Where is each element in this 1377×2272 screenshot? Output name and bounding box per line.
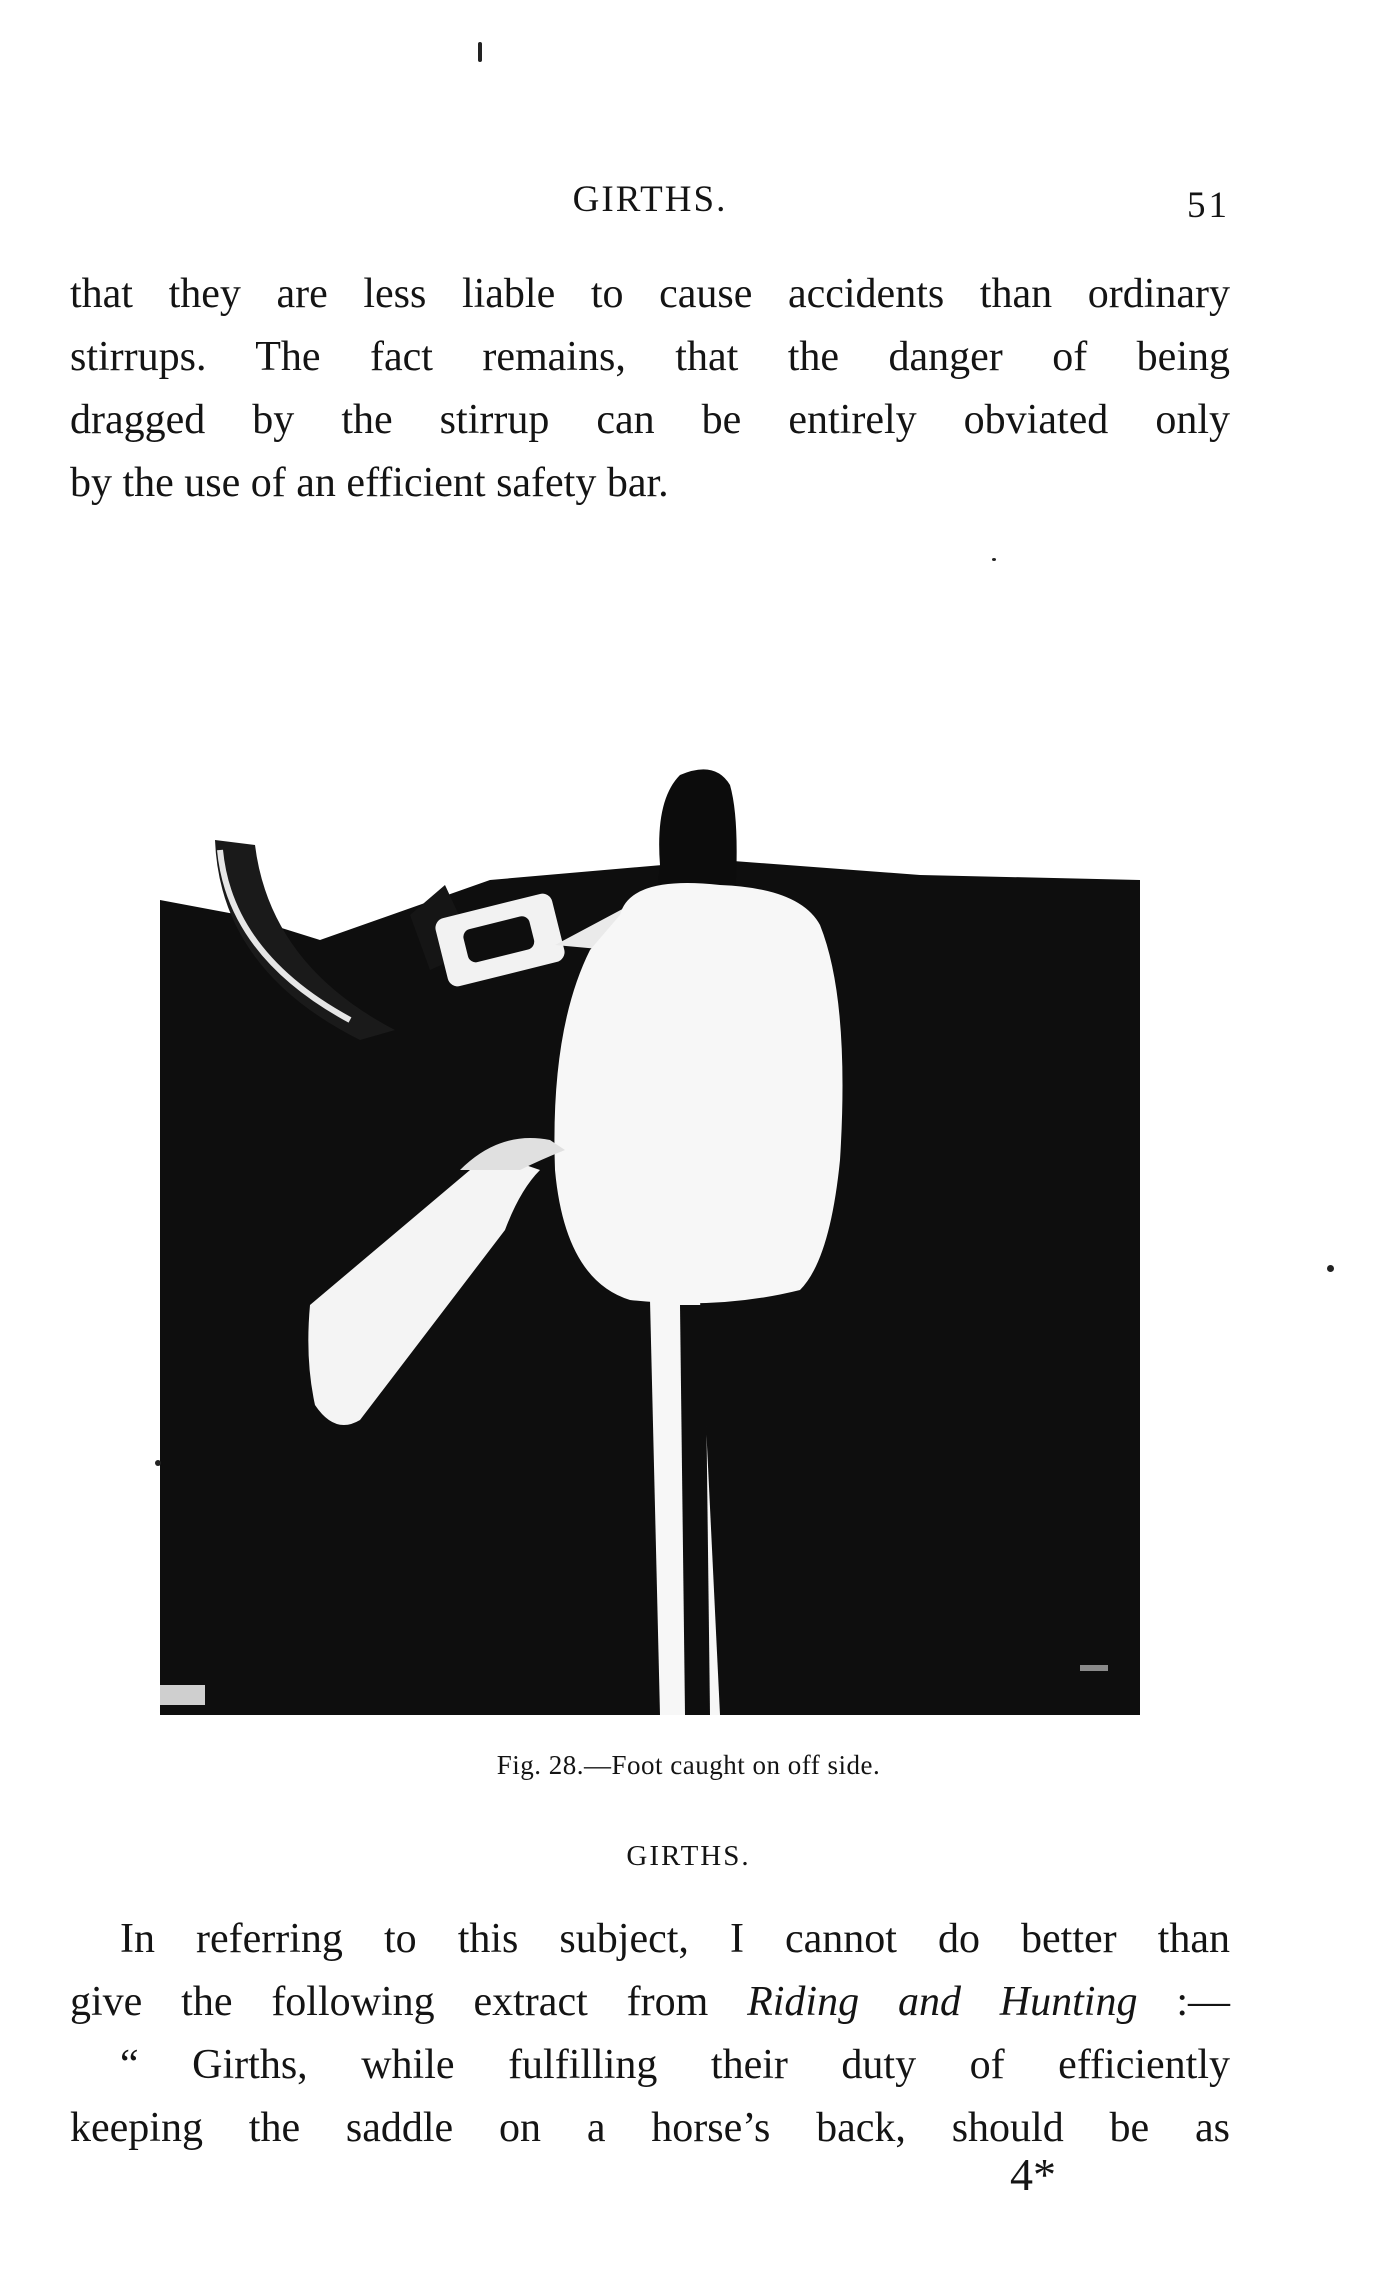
- paragraph-line: [70, 1971, 1230, 2034]
- line-text: :—: [1137, 1979, 1230, 2025]
- paragraph-line: stirrups. The fact remains, that the danger of being: [70, 334, 1230, 380]
- scan-speck: [155, 1460, 161, 1466]
- paragraph-top: [70, 263, 1230, 515]
- paragraph-line: “ Girths, while fulfilling their duty of efficiently: [120, 2042, 1230, 2088]
- page-header: [70, 178, 1230, 228]
- figure-caption: Fig. 28.—Foot caught on off side.: [496, 1750, 881, 1780]
- paragraph-line: by the use of an efficient safety bar.: [70, 460, 669, 506]
- signature-mark: 4*: [1010, 2149, 1056, 2200]
- paragraph-line: keeping the saddle on a horse’s back, should be as: [70, 2105, 1230, 2151]
- paragraph-line: dragged by the stirrup can be entirely obviated only: [70, 397, 1230, 443]
- paragraph-line: In referring to this subject, I cannot do better than: [120, 1916, 1230, 1962]
- paragraph-bottom: [70, 1908, 1230, 2160]
- running-head: GIRTHS.: [572, 179, 728, 220]
- page-number: 51: [1187, 185, 1230, 226]
- line-text: give the following extract from: [70, 1979, 748, 2025]
- section-heading: GIRTHS.: [626, 1840, 751, 1872]
- saddle-photograph: [160, 700, 1140, 1715]
- scan-speck: [478, 42, 482, 62]
- paragraph-line: that they are less liable to cause accidents than ordinary: [70, 271, 1230, 317]
- scan-speck: [992, 558, 996, 561]
- book-title: Riding and Hunting: [747, 1979, 1138, 2025]
- figure-plate: [160, 700, 1140, 1715]
- scan-speck: [1327, 1265, 1334, 1272]
